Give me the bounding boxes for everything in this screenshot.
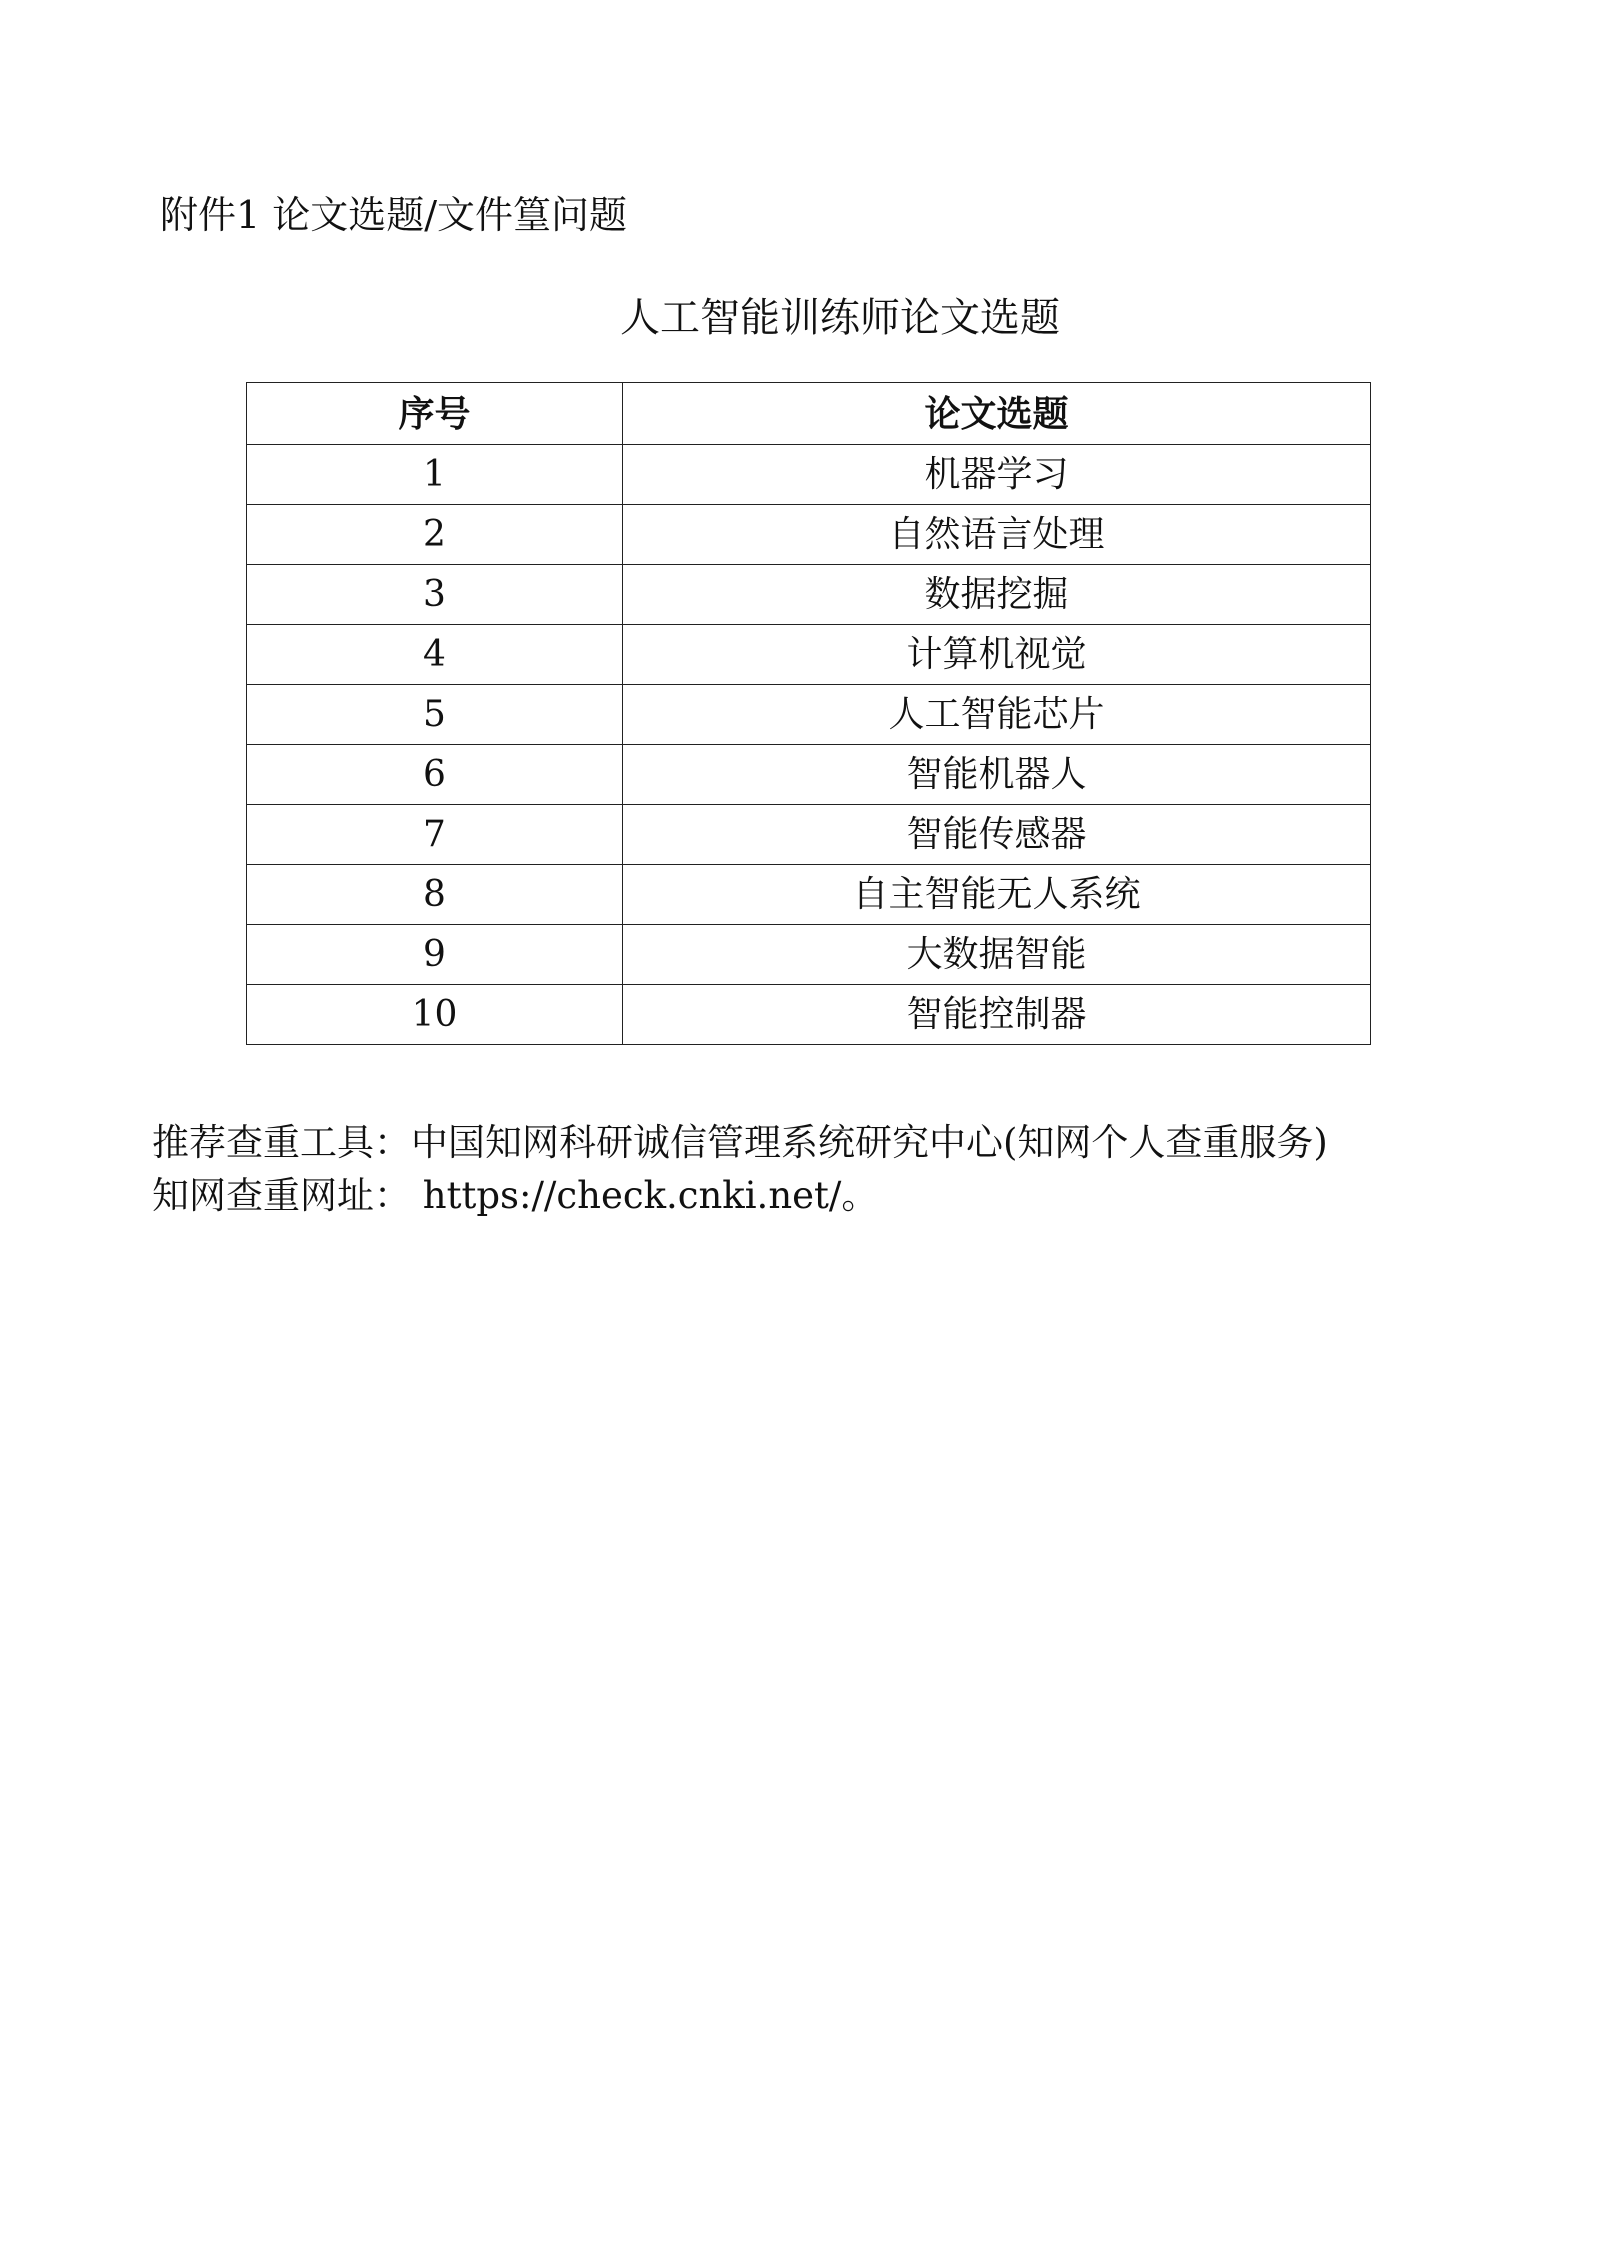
table-row bbox=[247, 805, 1371, 865]
table-row bbox=[247, 865, 1371, 925]
row-topic: 计算机视觉 bbox=[623, 625, 1371, 685]
table-row bbox=[247, 625, 1371, 685]
table-row bbox=[247, 745, 1371, 805]
row-topic: 智能传感器 bbox=[623, 805, 1371, 865]
row-topic: 大数据智能 bbox=[623, 925, 1371, 985]
row-topic: 自主智能无人系统 bbox=[623, 865, 1371, 925]
table-row bbox=[247, 925, 1371, 985]
attachment-heading: 附件1 论文选题/文件篁问题 bbox=[160, 193, 628, 237]
row-index: 1 bbox=[247, 445, 623, 505]
table-row bbox=[247, 445, 1371, 505]
row-topic: 智能机器人 bbox=[623, 745, 1371, 805]
row-index: 5 bbox=[247, 685, 623, 745]
notes bbox=[152, 1116, 1328, 1222]
row-index: 10 bbox=[247, 985, 623, 1045]
table-row bbox=[247, 505, 1371, 565]
row-index: 8 bbox=[247, 865, 623, 925]
table-row bbox=[247, 685, 1371, 745]
row-topic: 智能控制器 bbox=[623, 985, 1371, 1045]
row-index: 3 bbox=[247, 565, 623, 625]
row-topic: 数据挖掘 bbox=[623, 565, 1371, 625]
row-index: 4 bbox=[247, 625, 623, 685]
topics-table bbox=[246, 382, 1371, 1045]
row-topic: 人工智能芯片 bbox=[623, 685, 1371, 745]
row-index: 7 bbox=[247, 805, 623, 865]
row-index: 2 bbox=[247, 505, 623, 565]
row-index: 9 bbox=[247, 925, 623, 985]
header-topic: 论文选题 bbox=[623, 383, 1371, 445]
recommended-tool-text: 推荐查重工具：中国知网科研诚信管理系统研究中心(知网个人查重服务) bbox=[152, 1121, 1328, 1164]
document-title: 人工智能训练师论文选题 bbox=[620, 295, 1060, 341]
header-index: 序号 bbox=[247, 383, 623, 445]
row-index: 6 bbox=[247, 745, 623, 805]
check-url-text: 知网查重网址： https://check.cnki.net/。 bbox=[152, 1174, 879, 1217]
row-topic: 自然语言处理 bbox=[623, 505, 1371, 565]
row-topic: 机器学习 bbox=[623, 445, 1371, 505]
table-row bbox=[247, 985, 1371, 1045]
table-row bbox=[247, 565, 1371, 625]
table-header-row bbox=[247, 383, 1371, 445]
